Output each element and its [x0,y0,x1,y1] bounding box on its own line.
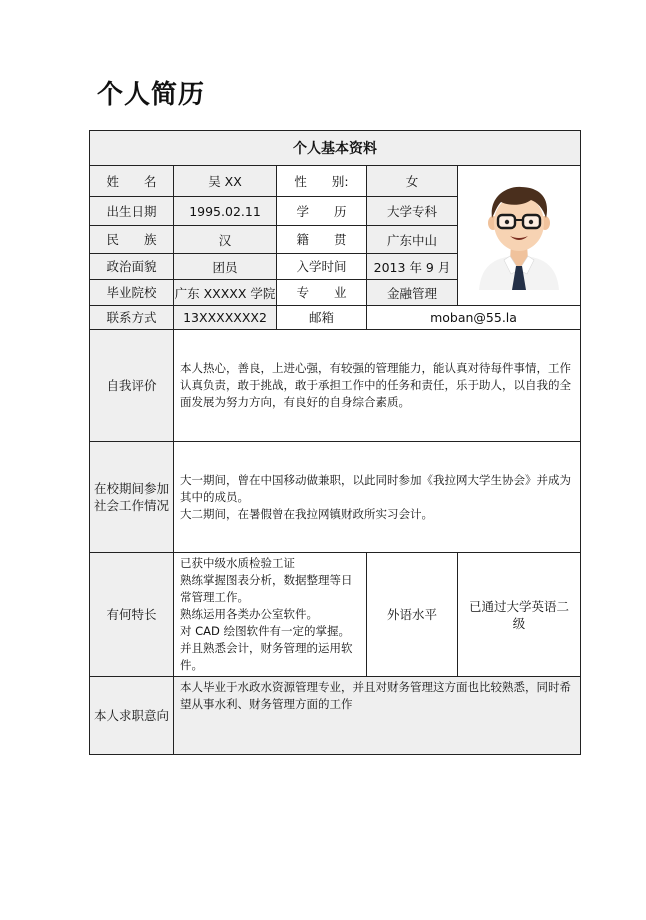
school-label: 毕业院校 [90,280,174,306]
intent-text: 本人毕业于水政水资源管理专业，并且对财务管理这方面也比较熟悉，同时希望从事水利、财务管理方面的工作 [174,677,581,755]
skill-item: 对 CAD 绘图软件有一定的掌握。 [180,624,351,638]
skill-item: 熟练运用各类办公室软件。 [180,607,318,621]
gender-value: 女 [367,166,458,197]
photo-cell [458,166,581,306]
email-value: moban@55.la [367,306,581,330]
skill-item: 熟练掌握图表分析，数据整理等日常管理工作。 [180,573,353,604]
political-label: 政治面貌 [90,254,174,280]
birth-value: 1995.02.11 [174,197,277,226]
ethnic-value: 汉 [174,226,277,254]
skill-item: 已获中级水质检验工证 [180,556,295,570]
enroll-label: 入学时间 [277,254,367,280]
contact-label: 联系方式 [90,306,174,330]
ethnic-label: 民 族 [90,226,174,254]
social-label-line1: 在校期间参加 [93,481,169,496]
birth-label: 出生日期 [90,197,174,226]
origin-value: 广东中山 [367,226,458,254]
social-text [174,442,581,553]
name-label: 姓 名 [90,166,174,197]
skills-label: 有何特长 [90,553,174,677]
gender-label: 性 别: [277,166,367,197]
social-label-line2: 社会工作情况 [93,498,169,513]
education-value: 大学专科 [367,197,458,226]
section-header: 个人基本资料 [90,131,581,166]
self-eval-text: 本人热心，善良，上进心强，有较强的管理能力，能认真对待每件事情，工作认真负责，敢于挑战，敢于承担工作中的任务和责任，乐于助人，以自我的全面发展为努力方向，有良好的自身综合素质。 [174,330,581,442]
name-value: 吴 XX [174,166,277,197]
political-value: 团员 [174,254,277,280]
resume-table [89,130,581,755]
social-line-1: 大一期间，曾在中国移动做兼职，以此同时参加《我拉网大学生协会》并成为其中的成员。 [180,472,571,504]
origin-label: 籍 贯 [277,226,367,254]
major-value: 金融管理 [367,280,458,306]
language-label: 外语水平 [367,553,458,677]
school-value: 广东 XXXXX 学院 [174,280,277,306]
skill-item: 并且熟悉会计，财务管理的运用软件。 [180,641,353,672]
skills-list [174,553,367,677]
contact-value: 13XXXXXXX2 [174,306,277,330]
self-eval-label: 自我评价 [90,330,174,442]
page-title: 个人简历 [97,80,206,110]
education-label: 学 历 [277,197,367,226]
enroll-value: 2013 年 9 月 [367,254,458,280]
intent-label: 本人求职意向 [90,677,174,755]
social-line-2: 大二期间，在暑假曾在我拉网镇财政所实习会计。 [180,506,433,521]
social-label [90,442,174,553]
email-label: 邮箱 [277,306,367,330]
language-value: 已通过大学英语二级 [458,553,581,677]
major-label: 专 业 [277,280,367,306]
avatar [471,178,567,290]
